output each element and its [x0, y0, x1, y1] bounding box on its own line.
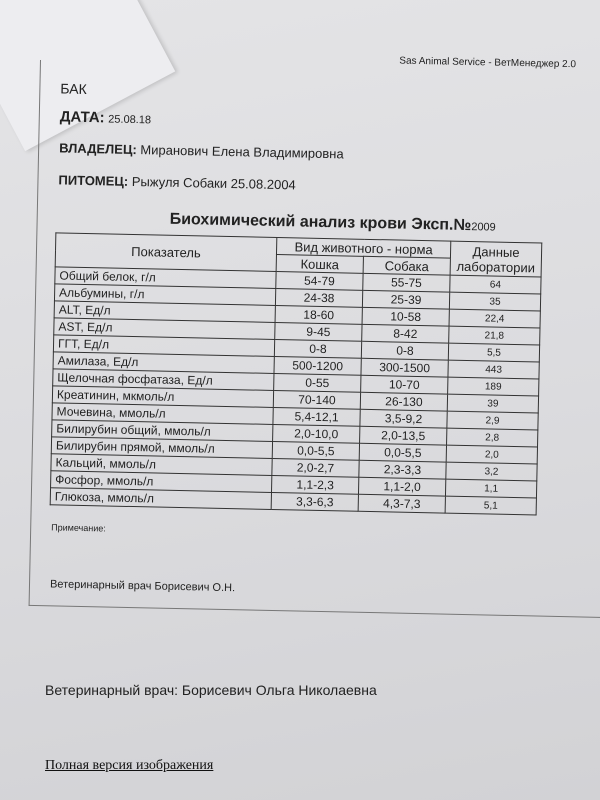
col-param: Показатель [55, 233, 277, 272]
lab-value: 22,4 [449, 309, 540, 328]
cat-norm: 5,4-12,1 [273, 407, 360, 426]
param-name: Амилаза, Ед/л [53, 352, 274, 374]
lab-value: 2,9 [447, 411, 538, 430]
param-name: Билирубин прямой, ммоль/л [51, 437, 272, 459]
dog-norm: 26-130 [360, 392, 447, 411]
param-name: AST, Ед/л [54, 318, 275, 340]
dog-norm: 4,3-7,3 [358, 494, 445, 513]
lab-value: 443 [448, 360, 539, 379]
dog-norm: 2,3-3,3 [359, 460, 446, 479]
lab-value: 5,5 [448, 343, 539, 362]
dog-norm: 8-42 [362, 324, 449, 343]
param-name: Глюкоза, ммоль/л [50, 488, 271, 510]
param-name: Креатинин, мкмоль/л [52, 386, 273, 408]
lab-value: 2,0 [446, 445, 537, 464]
cat-norm: 1,1-2,3 [271, 475, 358, 494]
param-name: Фосфор, ммоль/л [51, 471, 272, 493]
param-name: Кальций, ммоль/л [51, 454, 272, 476]
lab-value: 2,8 [447, 428, 538, 447]
dog-norm: 3,5-9,2 [360, 409, 447, 428]
dog-norm: 55-75 [363, 273, 450, 292]
owner-value: Миранович Елена Владимировна [140, 142, 344, 162]
dog-norm: 2,0-13,5 [360, 426, 447, 445]
param-name: ГГТ, Ед/л [53, 335, 274, 357]
owner-line [59, 140, 344, 161]
dog-norm: 0-8 [361, 341, 448, 360]
param-name: Мочевина, ммоль/л [52, 403, 273, 425]
date-value: 25.08.18 [108, 113, 152, 127]
title-number: 2009 [471, 221, 496, 234]
col-cat: Кошка [276, 254, 363, 273]
vet-signature: Ветеринарный врач Борисевич О.Н. [49, 578, 236, 595]
param-name: Альбумины, г/л [54, 284, 275, 306]
cat-norm: 0-8 [274, 339, 361, 358]
lab-value: 64 [450, 275, 541, 294]
lab-value: 5,1 [445, 496, 536, 515]
full-image-link[interactable]: Полная версия изображения [45, 758, 214, 773]
cat-norm: 0,0-5,5 [272, 441, 359, 460]
col-norm: Вид животного - норма [276, 237, 450, 258]
pet-line [58, 172, 296, 192]
cat-norm: 24-38 [275, 288, 362, 307]
dog-norm: 10-58 [362, 307, 449, 326]
param-name: Щелочная фосфатаза, Ед/л [53, 369, 274, 391]
form-header: Sas Animal Service - ВетМенеджер 2.0 [399, 55, 577, 71]
pet-label: ПИТОМЕЦ: [58, 172, 129, 189]
vet-footer: Ветеринарный врач: Борисевич Ольга Николаевна [45, 682, 377, 698]
lab-form [29, 55, 600, 618]
note-label: Примечание: [51, 522, 106, 534]
results-table [50, 232, 543, 515]
cat-norm: 3,3-6,3 [271, 492, 358, 511]
col-dog: Собака [363, 256, 450, 275]
dog-norm: 1,1-2,0 [358, 477, 445, 496]
cat-norm: 70-140 [273, 390, 360, 409]
cat-norm: 9-45 [275, 322, 362, 341]
lab-value: 3,2 [446, 462, 537, 481]
cat-norm: 2,0-10,0 [273, 424, 360, 443]
cat-norm: 500-1200 [274, 356, 361, 375]
cat-norm: 54-79 [276, 271, 363, 290]
cat-norm: 2,0-2,7 [272, 458, 359, 477]
cat-norm: 0-55 [274, 373, 361, 392]
param-name: Общий белок, г/л [55, 267, 276, 289]
dog-norm: 0,0-5,5 [359, 443, 446, 462]
cat-norm: 18-60 [275, 305, 362, 324]
title-text: Биохимический анализ крови Эксп.№ [169, 210, 472, 235]
param-name: Билирубин общий, ммоль/л [52, 420, 273, 442]
dog-norm: 300-1500 [361, 358, 448, 377]
col-lab: Данные лаборатории [450, 241, 542, 277]
param-name: ALT, Ед/л [54, 301, 275, 323]
date-label: ДАТА: [59, 108, 105, 127]
dog-norm: 25-39 [362, 290, 449, 309]
lab-value: 35 [449, 292, 540, 311]
lab-value: 21,8 [449, 326, 540, 345]
owner-label: ВЛАДЕЛЕЦ: [59, 140, 137, 158]
lab-value: 1,1 [445, 479, 536, 498]
doc-type: БАК [60, 80, 87, 97]
lab-value: 189 [448, 377, 539, 396]
dog-norm: 10-70 [361, 375, 448, 394]
lab-value: 39 [447, 394, 538, 413]
date-line [60, 108, 152, 127]
pet-value: Рыжуля Собаки 25.08.2004 [131, 173, 296, 193]
table-title [169, 211, 495, 236]
